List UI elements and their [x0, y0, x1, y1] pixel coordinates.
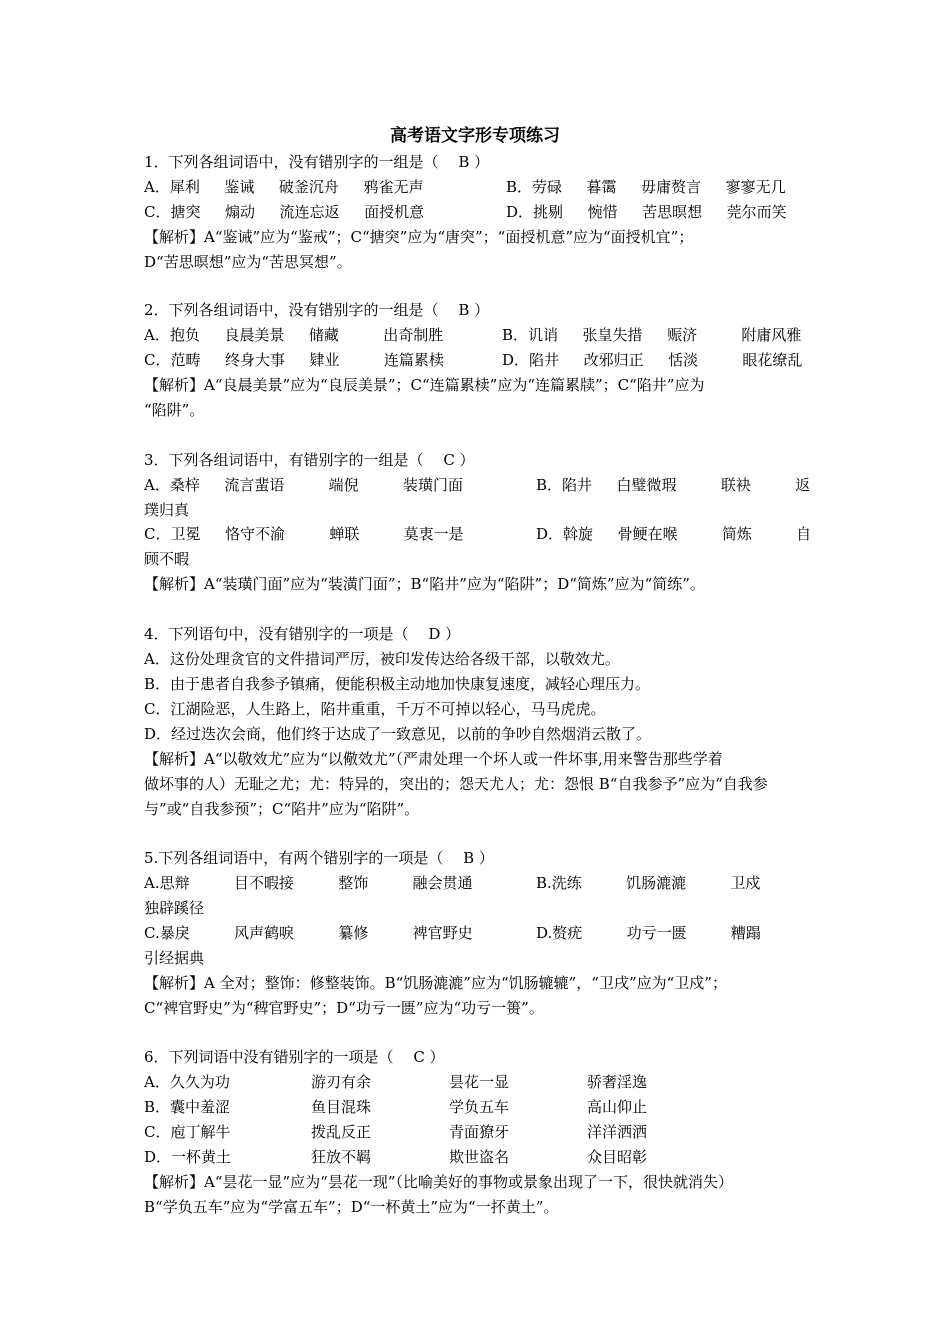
- text-segment: B．劳碌 暮霭 毋庸赘言 寥寥无几: [506, 178, 786, 196]
- text-segment: 与”或“自我参预”；C“陷井”应为“陷阱”。: [144, 800, 420, 818]
- text-segment: D．陷井 改邪归正 恬淡 眼花缭乱: [502, 351, 803, 369]
- text-segment: 3．下列各组词语中，有错别字的一组是（ C ）: [144, 451, 475, 469]
- text-segment: 6．下列词语中没有错别字的一项是（ C ）: [144, 1048, 445, 1066]
- text-segment: D．经过迭次会商，他们终于达成了一致意见，以前的争吵自然烟消云散了。: [144, 725, 652, 743]
- text-segment: A．久久为功: [144, 1073, 230, 1091]
- text-segment: 游刃有余: [311, 1073, 372, 1091]
- text-segment: 璞归真: [144, 501, 190, 519]
- text-segment: 【解析】A“昙花一显”应为“昙花一现”（比喻美好的事物或景象出现了一下，很快就消失）: [144, 1173, 734, 1191]
- text-segment: B.洗练 饥肠漉漉 卫戍: [536, 874, 761, 892]
- text-segment: C.暴戾 风声鹤唳 纂修 裨官野史: [144, 924, 473, 942]
- text-segment: D．斡旋 骨鲠在喉 简炼 自: [536, 525, 812, 543]
- text-segment: 学负五车: [449, 1098, 510, 1116]
- text-segment: D．一杯黄土: [144, 1148, 232, 1166]
- text-segment: 独辟蹊径: [144, 899, 205, 917]
- text-segment: 鱼目混珠: [311, 1098, 372, 1116]
- text-segment: 狂放不羁: [311, 1148, 372, 1166]
- text-segment: 4．下列语句中，没有错别字的一项是（ D ）: [144, 625, 461, 643]
- text-segment: 拨乱反正: [311, 1123, 372, 1141]
- text-segment: 众目昭彰: [587, 1148, 648, 1166]
- text-segment: “陷阱”。: [144, 401, 205, 419]
- page-title: 高考语文字形专项练习: [390, 126, 560, 146]
- text-segment: A．桑梓 流言蜚语 端倪 装璜门面: [144, 476, 463, 494]
- text-segment: D“苦思暝想”应为“苦思冥想”。: [144, 253, 352, 271]
- text-segment: C．搪突 煽动 流连忘返 面授机意: [144, 203, 425, 221]
- text-segment: 2．下列各组词语中，没有错别字的一组是（ B ）: [144, 301, 490, 319]
- text-segment: 顾不暇: [144, 550, 190, 568]
- text-segment: 昙花一显: [449, 1073, 510, 1091]
- text-segment: 洋洋洒洒: [587, 1123, 648, 1141]
- text-segment: B．囊中羞涩: [144, 1098, 231, 1116]
- text-segment: C．江湖险恶，人生路上，陷井重重，千万不可掉以轻心，马马虎虎。: [144, 700, 606, 718]
- text-segment: D．挑剔 惋惜 苦思暝想 莞尔而笑: [506, 203, 787, 221]
- text-segment: A．这份处理贪官的文件措词严厉，被印发传达给各级干部，以敬效尤。: [144, 650, 620, 668]
- text-segment: 高山仰止: [587, 1098, 648, 1116]
- text-segment: C“裨官野史”为“稗官野史”；D“功亏一匮”应为“功亏一篑”。: [144, 999, 544, 1017]
- text-segment: 【解析】A 全对；整饰：修整装饰。B“饥肠漉漉”应为“饥肠辘辘”，“卫戌”应为“卫戍”；: [144, 974, 727, 992]
- text-segment: A．抱负 良晨美景 储藏 出奇制胜: [144, 326, 444, 344]
- text-segment: C．庖丁解牛: [144, 1123, 231, 1141]
- text-segment: 骄奢淫逸: [587, 1073, 648, 1091]
- text-segment: B．讥诮 张皇失措 赈济 附庸风雅: [502, 326, 802, 344]
- text-segment: B．由于患者自我参予镇痛，便能积极主动地加快康复速度，减轻心理压力。: [144, 675, 651, 693]
- text-segment: 欺世盗名: [449, 1148, 510, 1166]
- text-segment: C．卫冕 恪守不渝 蝉联 莫衷一是: [144, 525, 464, 543]
- text-segment: A.思辩 目不暇接 整饰 融会贯通: [144, 874, 473, 892]
- text-segment: A．犀利 鉴诫 破釜沉舟 鸦雀无声: [144, 178, 424, 196]
- text-segment: B．陷井 白璧微瑕 联袂 返: [536, 476, 811, 494]
- text-segment: 【解析】A“鉴诫”应为“鉴戒”；C“搪突”应为“唐突”；“面授机意”应为“面授机宜”；: [144, 228, 694, 246]
- text-segment: D.赘疣 功亏一匮 糟蹋: [536, 924, 761, 942]
- text-segment: 【解析】A“良晨美景”应为“良辰美景”；C“连篇累椟”应为“连篇累牍”；C“陷井”应为: [144, 376, 705, 394]
- text-segment: 【解析】A“装璜门面”应为“装潢门面”；B“陷井”应为“陷阱”；D“简炼”应为“简练”。: [144, 575, 705, 593]
- text-segment: 做坏事的人）无耻之尤；尤：特异的，突出的；怨天尤人；尤：怨恨 B“自我参予”应为“自我参: [144, 775, 768, 793]
- text-segment: 5.下列各组词语中，有两个错别字的一项是（ B ）: [144, 849, 494, 867]
- text-segment: C．范畴 终身大事 肄业 连篇累椟: [144, 351, 444, 369]
- text-segment: B“学负五车”应为“学富五车”；D“一杯黄土”应为“一抔黄土”。: [144, 1198, 559, 1216]
- text-segment: 【解析】A“以敬效尤”应为“以儆效尤”（严肃处理一个坏人或一件坏事,用来警告那些学着: [144, 750, 723, 768]
- text-segment: 1．下列各组词语中，没有错别字的一组是（ B ）: [144, 153, 490, 171]
- text-segment: 青面獠牙: [449, 1123, 510, 1141]
- text-segment: 引经据典: [144, 949, 205, 967]
